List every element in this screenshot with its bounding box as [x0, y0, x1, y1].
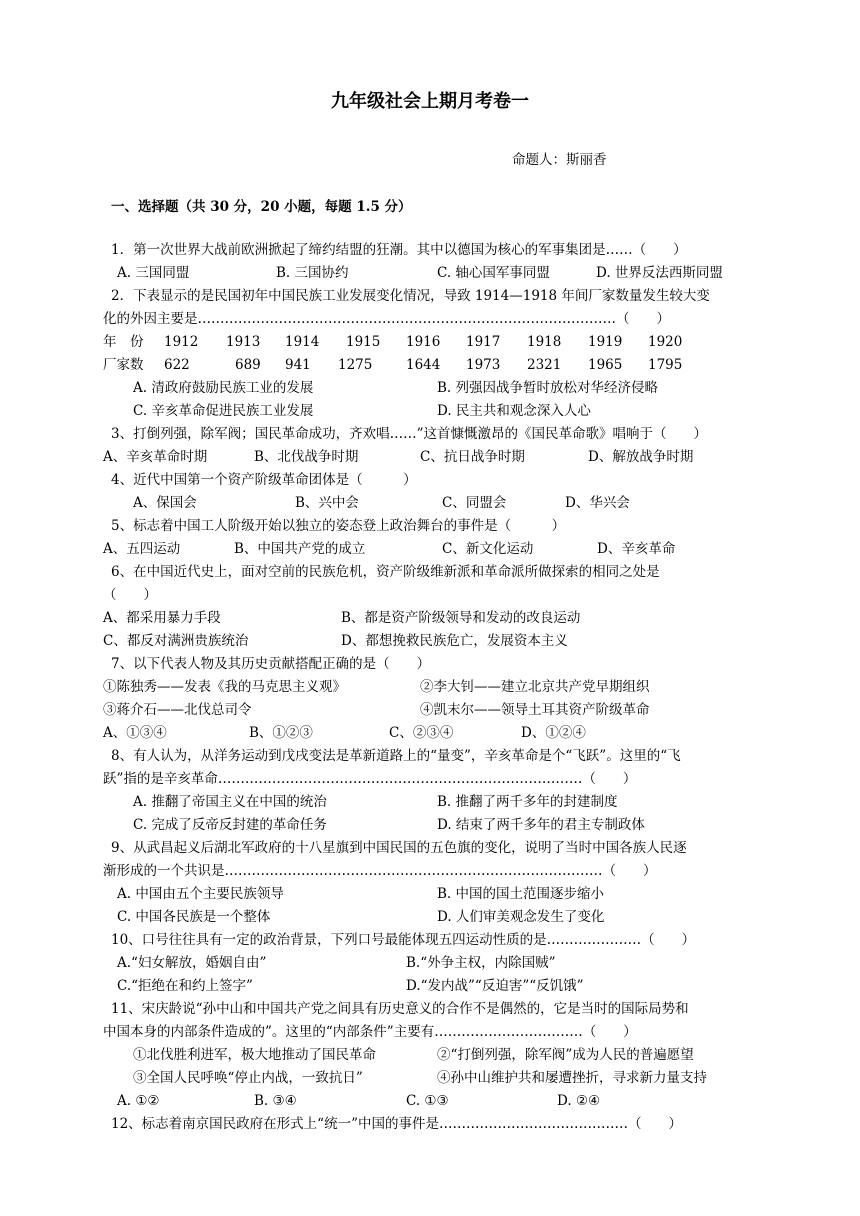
table-count: 1795	[648, 357, 683, 373]
table-count: 1275	[338, 357, 373, 373]
q11-item-3: ③全国人民呼唤“停止内战，一致抗日”	[133, 1070, 363, 1086]
q1-option-a: A. 三国同盟	[117, 265, 190, 281]
q4-option-d: D、华兴会	[565, 495, 630, 511]
table-year: 1918	[527, 334, 562, 350]
table-count: 941	[285, 357, 311, 373]
q7-item-4: ④凯末尔——领导土耳其资产阶级革命	[420, 702, 650, 718]
question-10-stem: 10、口号往往具有一定的政治背景，下列口号最能体现五四运动性质的是…………………（ ）	[111, 932, 696, 948]
table-year: 1912	[164, 334, 199, 350]
question-6-stem-1: 6、在中国近代史上，面对空前的民族危机，资产阶级维新派和革命派所做探索的相同之处是	[111, 564, 660, 580]
question-1-stem: 1．第一次世界大战前欧洲掀起了缔约结盟的狂潮。其中以德国为核心的军事集团是……（ ）	[111, 242, 687, 258]
q11-option-b: B. ③④	[254, 1093, 297, 1109]
q5-option-a: A、五四运动	[103, 541, 181, 557]
table-count: 1965	[588, 357, 623, 373]
question-8-stem-1: 8、有人认为，从洋务运动到戊戌变法是革新道路上的“量变”，辛亥革命是个“飞跃”。这里的“飞	[111, 748, 681, 764]
q8-option-b: B. 推翻了两千多年的封建制度	[437, 794, 618, 810]
q2-option-d: D. 民主共和观念深入人心	[437, 403, 591, 419]
question-12-stem: 12、标志着南京国民政府在形式上“统一”中国的事件是……………………………………（ ）	[111, 1116, 682, 1132]
table-count-label: 厂家数	[103, 357, 144, 373]
q8-option-c: C. 完成了反帝反封建的革命任务	[133, 817, 327, 833]
q7-item-2: ②李大钊——建立北京共产党早期组织	[420, 679, 650, 695]
table-year: 1919	[588, 334, 623, 350]
q1-option-d: D. 世界反法西斯同盟	[596, 265, 723, 281]
q11-item-2: ②“打倒列强，除军阀”成为人民的普遍愿望	[437, 1047, 694, 1063]
table-year: 1915	[346, 334, 381, 350]
q7-option-a: A、①③④	[103, 725, 167, 741]
q7-option-d: D、①②④	[521, 725, 586, 741]
q5-option-b: B、中国共产党的成立	[234, 541, 366, 557]
q9-option-c: C. 中国各民族是一个整体	[117, 909, 271, 925]
q10-option-d: D.“发内战”“反迫害”“反饥饿”	[406, 978, 584, 994]
table-count: 2321	[527, 357, 562, 373]
q9-option-a: A. 中国由五个主要民族领导	[117, 886, 284, 902]
table-count: 622	[164, 357, 190, 373]
q9-option-b: B. 中国的国土范围逐步缩小	[437, 886, 605, 902]
question-7-stem: 7、以下代表人物及其历史贡献搭配正确的是（ ）	[111, 656, 431, 672]
table-count: 1644	[406, 357, 441, 373]
question-8-stem-2: 跃”指的是辛亥革命………………………………………………………………………（ ）	[103, 771, 637, 787]
q11-item-4: ④孙中山维护共和屡遭挫折，寻求新力量支持	[437, 1070, 707, 1086]
section-heading: 一、选择题（共 30 分，20 小题，每题 1.5 分）	[111, 199, 412, 215]
table-count: 689	[235, 357, 261, 373]
q4-option-b: B、兴中会	[295, 495, 359, 511]
page-title: 九年级社会上期月考卷一	[331, 91, 529, 112]
q3-option-b: B、北伐战争时期	[254, 449, 359, 465]
question-9-stem-2: 渐形成的一个共识是…………………………………………………………………………（ ）	[103, 863, 657, 879]
table-count: 1973	[466, 357, 501, 373]
q2-option-c: C. 辛亥革命促进民族工业发展	[133, 403, 314, 419]
table-year: 1916	[406, 334, 441, 350]
q6-option-b: B、都是资产阶级领导和发动的改良运动	[341, 610, 581, 626]
question-11-stem-2: 中国本身的内部条件造成的”。这里的“内部条件”主要有……………………………（ ）	[103, 1024, 637, 1040]
q1-option-c: C. 轴心国军事同盟	[437, 265, 550, 281]
q11-item-1: ①北伐胜利进军，极大地推动了国民革命	[133, 1047, 376, 1063]
q5-option-d: D、辛亥革命	[597, 541, 676, 557]
question-6-stem-2: （ ）	[103, 587, 157, 603]
q4-option-a: A、保国会	[133, 495, 197, 511]
q10-option-b: B.“外争主权，内除国贼”	[406, 955, 556, 971]
table-year: 1914	[285, 334, 320, 350]
q11-option-a: A. ①②	[117, 1093, 160, 1109]
q4-option-c: C、同盟会	[442, 495, 507, 511]
q3-option-d: D、解放战争时期	[588, 449, 694, 465]
q3-option-a: A、辛亥革命时期	[103, 449, 208, 465]
q11-option-c: C. ①③	[406, 1093, 449, 1109]
q7-item-1: ①陈独秀——发表《我的马克思主义观》	[103, 679, 346, 695]
q3-option-c: C、抗日战争时期	[420, 449, 525, 465]
q1-option-b: B. 三国协约	[276, 265, 349, 281]
table-year: 1917	[466, 334, 501, 350]
q6-option-a: A、都采用暴力手段	[103, 610, 221, 626]
table-year: 1920	[648, 334, 683, 350]
q7-option-c: C、②③④	[389, 725, 454, 741]
q11-option-d: D. ②④	[557, 1093, 601, 1109]
q6-option-d: D、都想挽救民族危亡，发展资本主义	[341, 633, 568, 649]
question-9-stem-1: 9、从武昌起义后湖北军政府的十八星旗到中国民国的五色旗的变化，说明了当时中国各族人民逐	[111, 840, 687, 856]
table-year: 1913	[226, 334, 261, 350]
q10-option-c: C.“拒绝在和约上签字”	[117, 978, 253, 994]
question-2-stem-1: 2．下表显示的是民国初年中国民族工业发展变化情况，导致 1914—1918 年间厂家数量发生较大变	[111, 288, 710, 304]
question-5-stem: 5、标志着中国工人阶级开始以独立的姿态登上政治舞台的事件是（ ）	[111, 518, 566, 534]
q7-option-b: B、①②③	[249, 725, 313, 741]
q5-option-c: C、新文化运动	[442, 541, 534, 557]
author-line: 命题人：斯丽香	[512, 152, 607, 168]
q6-option-c: C、都反对满洲贵族统治	[103, 633, 249, 649]
q8-option-a: A. 推翻了帝国主义在中国的统治	[133, 794, 327, 810]
question-4-stem: 4、近代中国第一个资产阶级革命团体是（ ）	[111, 472, 417, 488]
question-2-stem-2: 化的外因主要是…………………………………………………………………………………（ ）	[103, 311, 670, 327]
q2-option-a: A. 清政府鼓励民族工业的发展	[133, 380, 314, 396]
q8-option-d: D. 结束了两千多年的君主专制政体	[437, 817, 645, 833]
question-11-stem-1: 11、宋庆龄说“孙中山和中国共产党之间具有历史意义的合作不是偶然的，它是当时的国际局势和	[111, 1001, 689, 1017]
q9-option-d: D. 人们审美观念发生了变化	[437, 909, 605, 925]
question-3-stem: 3、打倒列强，除军阀；国民革命成功，齐欢唱……”这首慷慨激昂的《国民革命歌》唱响于（ ）	[111, 426, 707, 442]
q7-item-3: ③蒋介石——北伐总司令	[103, 702, 252, 718]
table-year-label: 年 份	[103, 334, 144, 350]
q10-option-a: A.“妇女解放，婚姻自由”	[117, 955, 267, 971]
q2-option-b: B. 列强因战争暂时放松对华经济侵略	[437, 380, 659, 396]
